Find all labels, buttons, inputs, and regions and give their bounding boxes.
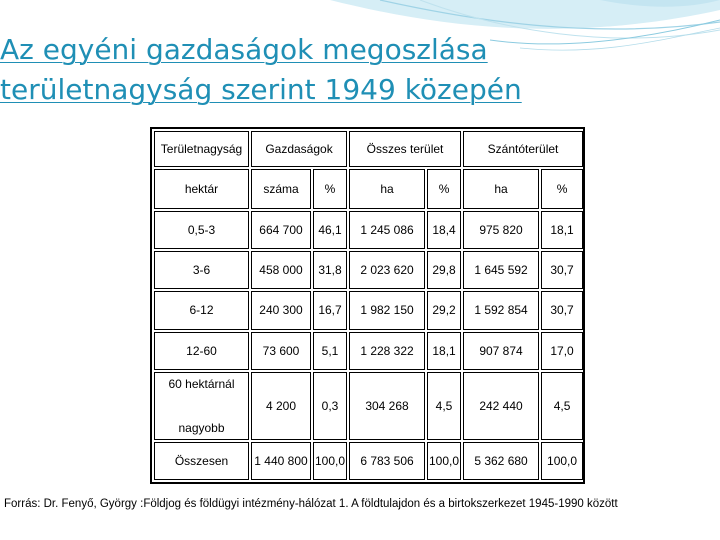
cell-arable-pct: 100,0 bbox=[541, 442, 583, 480]
cell-arable-ha: 1 645 592 bbox=[463, 251, 539, 289]
cell-count: 664 700 bbox=[251, 211, 311, 249]
subheader-count: száma bbox=[251, 169, 311, 209]
cell-count-pct: 100,0 bbox=[313, 442, 347, 480]
cell-total-pct: 29,8 bbox=[427, 251, 461, 289]
cell-count: 1 440 800 bbox=[251, 442, 311, 480]
cell-total-ha: 1 228 322 bbox=[349, 332, 425, 370]
subheader-percent: % bbox=[541, 169, 583, 209]
subheader-ha: ha bbox=[349, 169, 425, 209]
cell-size: 12-60 bbox=[154, 332, 249, 370]
cell-count: 73 600 bbox=[251, 332, 311, 370]
cell-count-pct: 5,1 bbox=[313, 332, 347, 370]
cell-size: 0,5-3 bbox=[154, 211, 249, 249]
cell-arable-pct: 30,7 bbox=[541, 291, 583, 329]
header-area-label: Területnagyság bbox=[154, 131, 249, 167]
title-line-1: Az egyéni gazdaságok megoszlása bbox=[0, 33, 488, 66]
cell-total-pct: 18,1 bbox=[427, 332, 461, 370]
subheader-percent: % bbox=[427, 169, 461, 209]
cell-total-ha: 1 245 086 bbox=[349, 211, 425, 249]
subheader-ha: ha bbox=[463, 169, 539, 209]
cell-total-ha: 304 268 bbox=[349, 372, 425, 440]
cell-size: 3-6 bbox=[154, 251, 249, 289]
cell-arable-pct: 17,0 bbox=[541, 332, 583, 370]
cell-count-pct: 46,1 bbox=[313, 211, 347, 249]
cell-arable-pct: 30,7 bbox=[541, 251, 583, 289]
cell-size-line-1: 60 hektárnál bbox=[168, 376, 235, 391]
header-farms: Gazdaságok bbox=[251, 131, 347, 167]
table-row bbox=[154, 251, 583, 289]
cell-arable-ha: 5 362 680 bbox=[463, 442, 539, 480]
title-line-2: területnagyság szerint 1949 közepén bbox=[0, 73, 522, 106]
slide-title bbox=[0, 30, 600, 110]
table-row bbox=[154, 332, 583, 370]
cell-size-line-2: nagyobb bbox=[178, 420, 225, 435]
data-table bbox=[152, 129, 585, 482]
table-row-total bbox=[154, 442, 583, 480]
cell-total-pct: 29,2 bbox=[427, 291, 461, 329]
cell-count: 4 200 bbox=[251, 372, 311, 440]
cell-size: 6-12 bbox=[154, 291, 249, 329]
cell-arable-ha: 907 874 bbox=[463, 332, 539, 370]
cell-total-ha: 1 982 150 bbox=[349, 291, 425, 329]
cell-count-pct: 16,7 bbox=[313, 291, 347, 329]
cell-arable-ha: 975 820 bbox=[463, 211, 539, 249]
table-row bbox=[154, 211, 583, 249]
cell-size: Összesen bbox=[154, 442, 249, 480]
cell-total-ha: 2 023 620 bbox=[349, 251, 425, 289]
cell-total-ha: 6 783 506 bbox=[349, 442, 425, 480]
subheader-hectare: hektár bbox=[154, 169, 249, 209]
data-table-frame bbox=[150, 127, 585, 484]
cell-size bbox=[154, 372, 249, 440]
header-total-area: Összes terület bbox=[349, 131, 461, 167]
cell-count-pct: 0,3 bbox=[313, 372, 347, 440]
cell-count-pct: 31,8 bbox=[313, 251, 347, 289]
source-citation: Forrás: Dr. Fenyő, György :Földjog és földügyi intézmény-hálózat 1. A földtulajdon és a birtokszerkezet 1945-1990 között bbox=[4, 498, 618, 510]
table-row bbox=[154, 372, 583, 440]
cell-arable-ha: 242 440 bbox=[463, 372, 539, 440]
cell-total-pct: 18,4 bbox=[427, 211, 461, 249]
cell-arable-pct: 4,5 bbox=[541, 372, 583, 440]
cell-count: 458 000 bbox=[251, 251, 311, 289]
table-row bbox=[154, 291, 583, 329]
cell-arable-ha: 1 592 854 bbox=[463, 291, 539, 329]
cell-total-pct: 100,0 bbox=[427, 442, 461, 480]
cell-count: 240 300 bbox=[251, 291, 311, 329]
subheader-percent: % bbox=[313, 169, 347, 209]
cell-arable-pct: 18,1 bbox=[541, 211, 583, 249]
header-arable-area: Szántóterület bbox=[463, 131, 583, 167]
cell-total-pct: 4,5 bbox=[427, 372, 461, 440]
